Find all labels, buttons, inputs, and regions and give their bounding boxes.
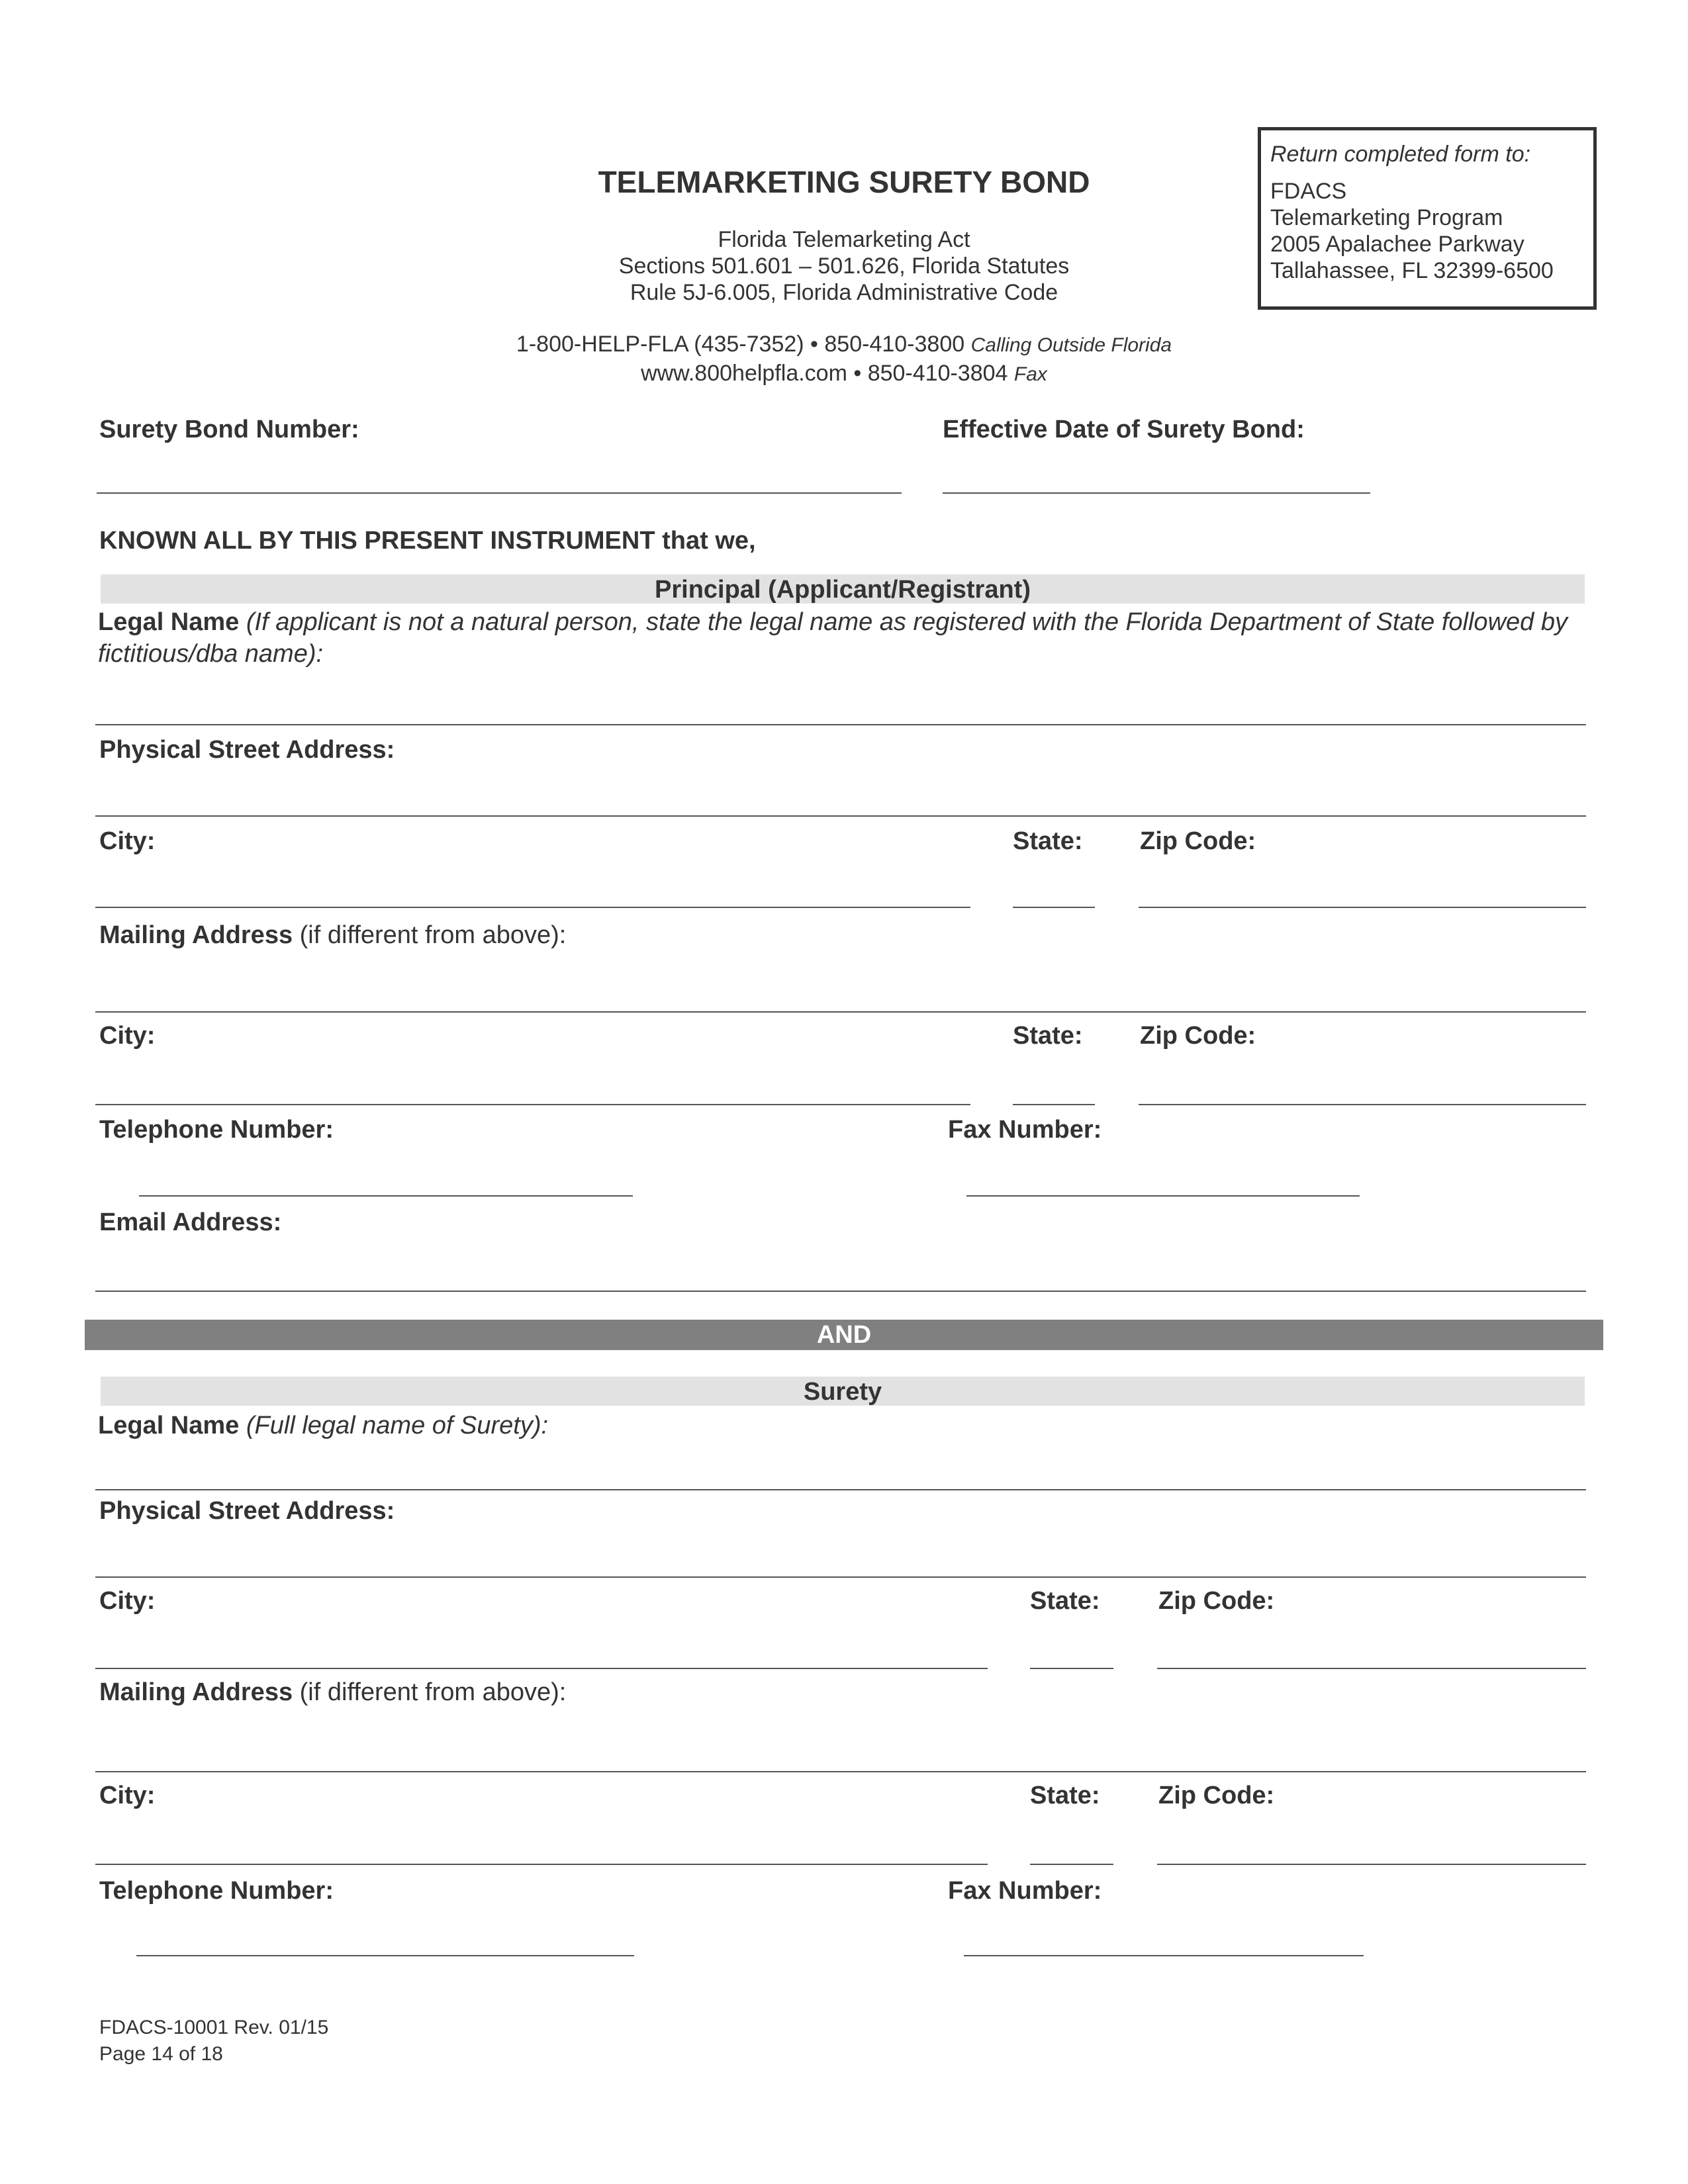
principal-city2-label: City: <box>99 1022 156 1050</box>
form-title: TELEMARKETING SURETY BOND <box>598 165 1090 199</box>
surety-zip2-label: Zip Code: <box>1158 1782 1275 1809</box>
surety-legal-name-note: (Full legal name of Surety): <box>246 1412 549 1439</box>
surety-zip-field[interactable] <box>1157 1668 1586 1669</box>
principal-street-field[interactable] <box>95 815 1586 817</box>
principal-fax-label: Fax Number: <box>948 1116 1102 1144</box>
surety-fax-label: Fax Number: <box>948 1877 1102 1905</box>
principal-zip2-label: Zip Code: <box>1140 1022 1256 1050</box>
principal-fax-field[interactable] <box>966 1195 1360 1197</box>
form-id: FDACS-10001 Rev. 01/15 <box>99 2017 329 2038</box>
return-line-1: FDACS <box>1270 179 1347 204</box>
surety-state-label: State: <box>1030 1587 1100 1615</box>
principal-legal-name-field[interactable] <box>95 724 1586 725</box>
surety-state-field[interactable] <box>1030 1668 1113 1669</box>
principal-zip2-field[interactable] <box>1139 1104 1586 1105</box>
surety-state2-field[interactable] <box>1030 1864 1113 1865</box>
principal-state2-field[interactable] <box>1013 1104 1095 1105</box>
surety-phone-field[interactable] <box>136 1955 634 1956</box>
legal-name-bold: Legal Name <box>98 608 240 636</box>
principal-zip-label: Zip Code: <box>1140 827 1256 855</box>
effective-date-label: Effective Date of Surety Bond: <box>943 416 1305 443</box>
principal-legal-name-label <box>98 606 1594 670</box>
surety-legal-name-field[interactable] <box>95 1489 1586 1490</box>
phone-line <box>0 331 1688 359</box>
principal-street-label: Physical Street Address: <box>99 736 395 764</box>
bond-number-label: Surety Bond Number: <box>99 416 359 443</box>
return-line-3: 2005 Apalachee Parkway <box>1270 232 1524 257</box>
surety-phone-label: Telephone Number: <box>99 1877 334 1905</box>
principal-phone-label: Telephone Number: <box>99 1116 334 1144</box>
known-all-statement: KNOWN ALL BY THIS PRESENT INSTRUMENT that we, <box>99 527 756 555</box>
surety-mailing-note: (if different from above): <box>299 1678 567 1706</box>
return-line-4: Tallahassee, FL 32399-6500 <box>1270 258 1554 283</box>
phone-outside: Calling Outside Florida <box>970 334 1172 356</box>
principal-mailing-field[interactable] <box>95 1011 1586 1013</box>
effective-date-field[interactable] <box>943 492 1370 494</box>
principal-city2-field[interactable] <box>95 1104 970 1105</box>
surety-mailing-bold: Mailing Address <box>99 1678 293 1706</box>
surety-fax-field[interactable] <box>964 1955 1364 1956</box>
act-name: Florida Telemarketing Act <box>718 227 970 252</box>
principal-email-label: Email Address: <box>99 1208 282 1236</box>
mailing-note: (if different from above): <box>299 921 567 949</box>
principal-heading: Principal (Applicant/Registrant) <box>101 574 1585 604</box>
principal-state-label: State: <box>1013 827 1083 855</box>
return-heading: Return completed form to: <box>1270 142 1531 167</box>
admin-rule: Rule 5J-6.005, Florida Administrative Code <box>630 280 1058 305</box>
fax-tag: Fax <box>1013 363 1047 385</box>
principal-email-field[interactable] <box>95 1291 1586 1292</box>
surety-street-label: Physical Street Address: <box>99 1497 395 1525</box>
statute-sections: Sections 501.601 – 501.626, Florida Statutes <box>618 253 1070 279</box>
legal-name-note: (If applicant is not a natural person, state the legal name as registered with the Florida Department of State followed by fictitious/dba name): <box>98 608 1568 668</box>
surety-legal-name-bold: Legal Name <box>98 1412 240 1439</box>
surety-mailing-field[interactable] <box>95 1771 1586 1772</box>
surety-state2-label: State: <box>1030 1782 1100 1809</box>
surety-city-label: City: <box>99 1587 156 1615</box>
principal-phone-field[interactable] <box>139 1195 633 1197</box>
surety-legal-name-label <box>98 1410 1594 1441</box>
surety-city2-label: City: <box>99 1782 156 1809</box>
principal-state2-label: State: <box>1013 1022 1083 1050</box>
principal-mailing-label <box>99 921 566 950</box>
mailing-bold: Mailing Address <box>99 921 293 949</box>
surety-zip2-field[interactable] <box>1157 1864 1586 1865</box>
return-address-box <box>1258 127 1597 310</box>
web-fax: www.800helpfla.com • 850-410-3804 <box>641 361 1008 386</box>
surety-zip-label: Zip Code: <box>1158 1587 1275 1615</box>
web-fax-line <box>0 360 1688 388</box>
principal-zip-field[interactable] <box>1139 907 1586 908</box>
principal-city-field[interactable] <box>95 907 970 908</box>
surety-city2-field[interactable] <box>95 1864 988 1865</box>
surety-mailing-label <box>99 1678 566 1707</box>
principal-city-label: City: <box>99 827 156 855</box>
surety-city-field[interactable] <box>95 1668 988 1669</box>
phone-main: 1-800-HELP-FLA (435-7352) • 850-410-3800 <box>516 332 965 357</box>
surety-heading: Surety <box>101 1377 1585 1406</box>
and-divider: AND <box>85 1320 1603 1350</box>
bond-number-field[interactable] <box>97 492 902 494</box>
page-number: Page 14 of 18 <box>99 2043 223 2065</box>
surety-street-field[interactable] <box>95 1576 1586 1578</box>
return-line-2: Telemarketing Program <box>1270 205 1503 230</box>
principal-state-field[interactable] <box>1013 907 1095 908</box>
